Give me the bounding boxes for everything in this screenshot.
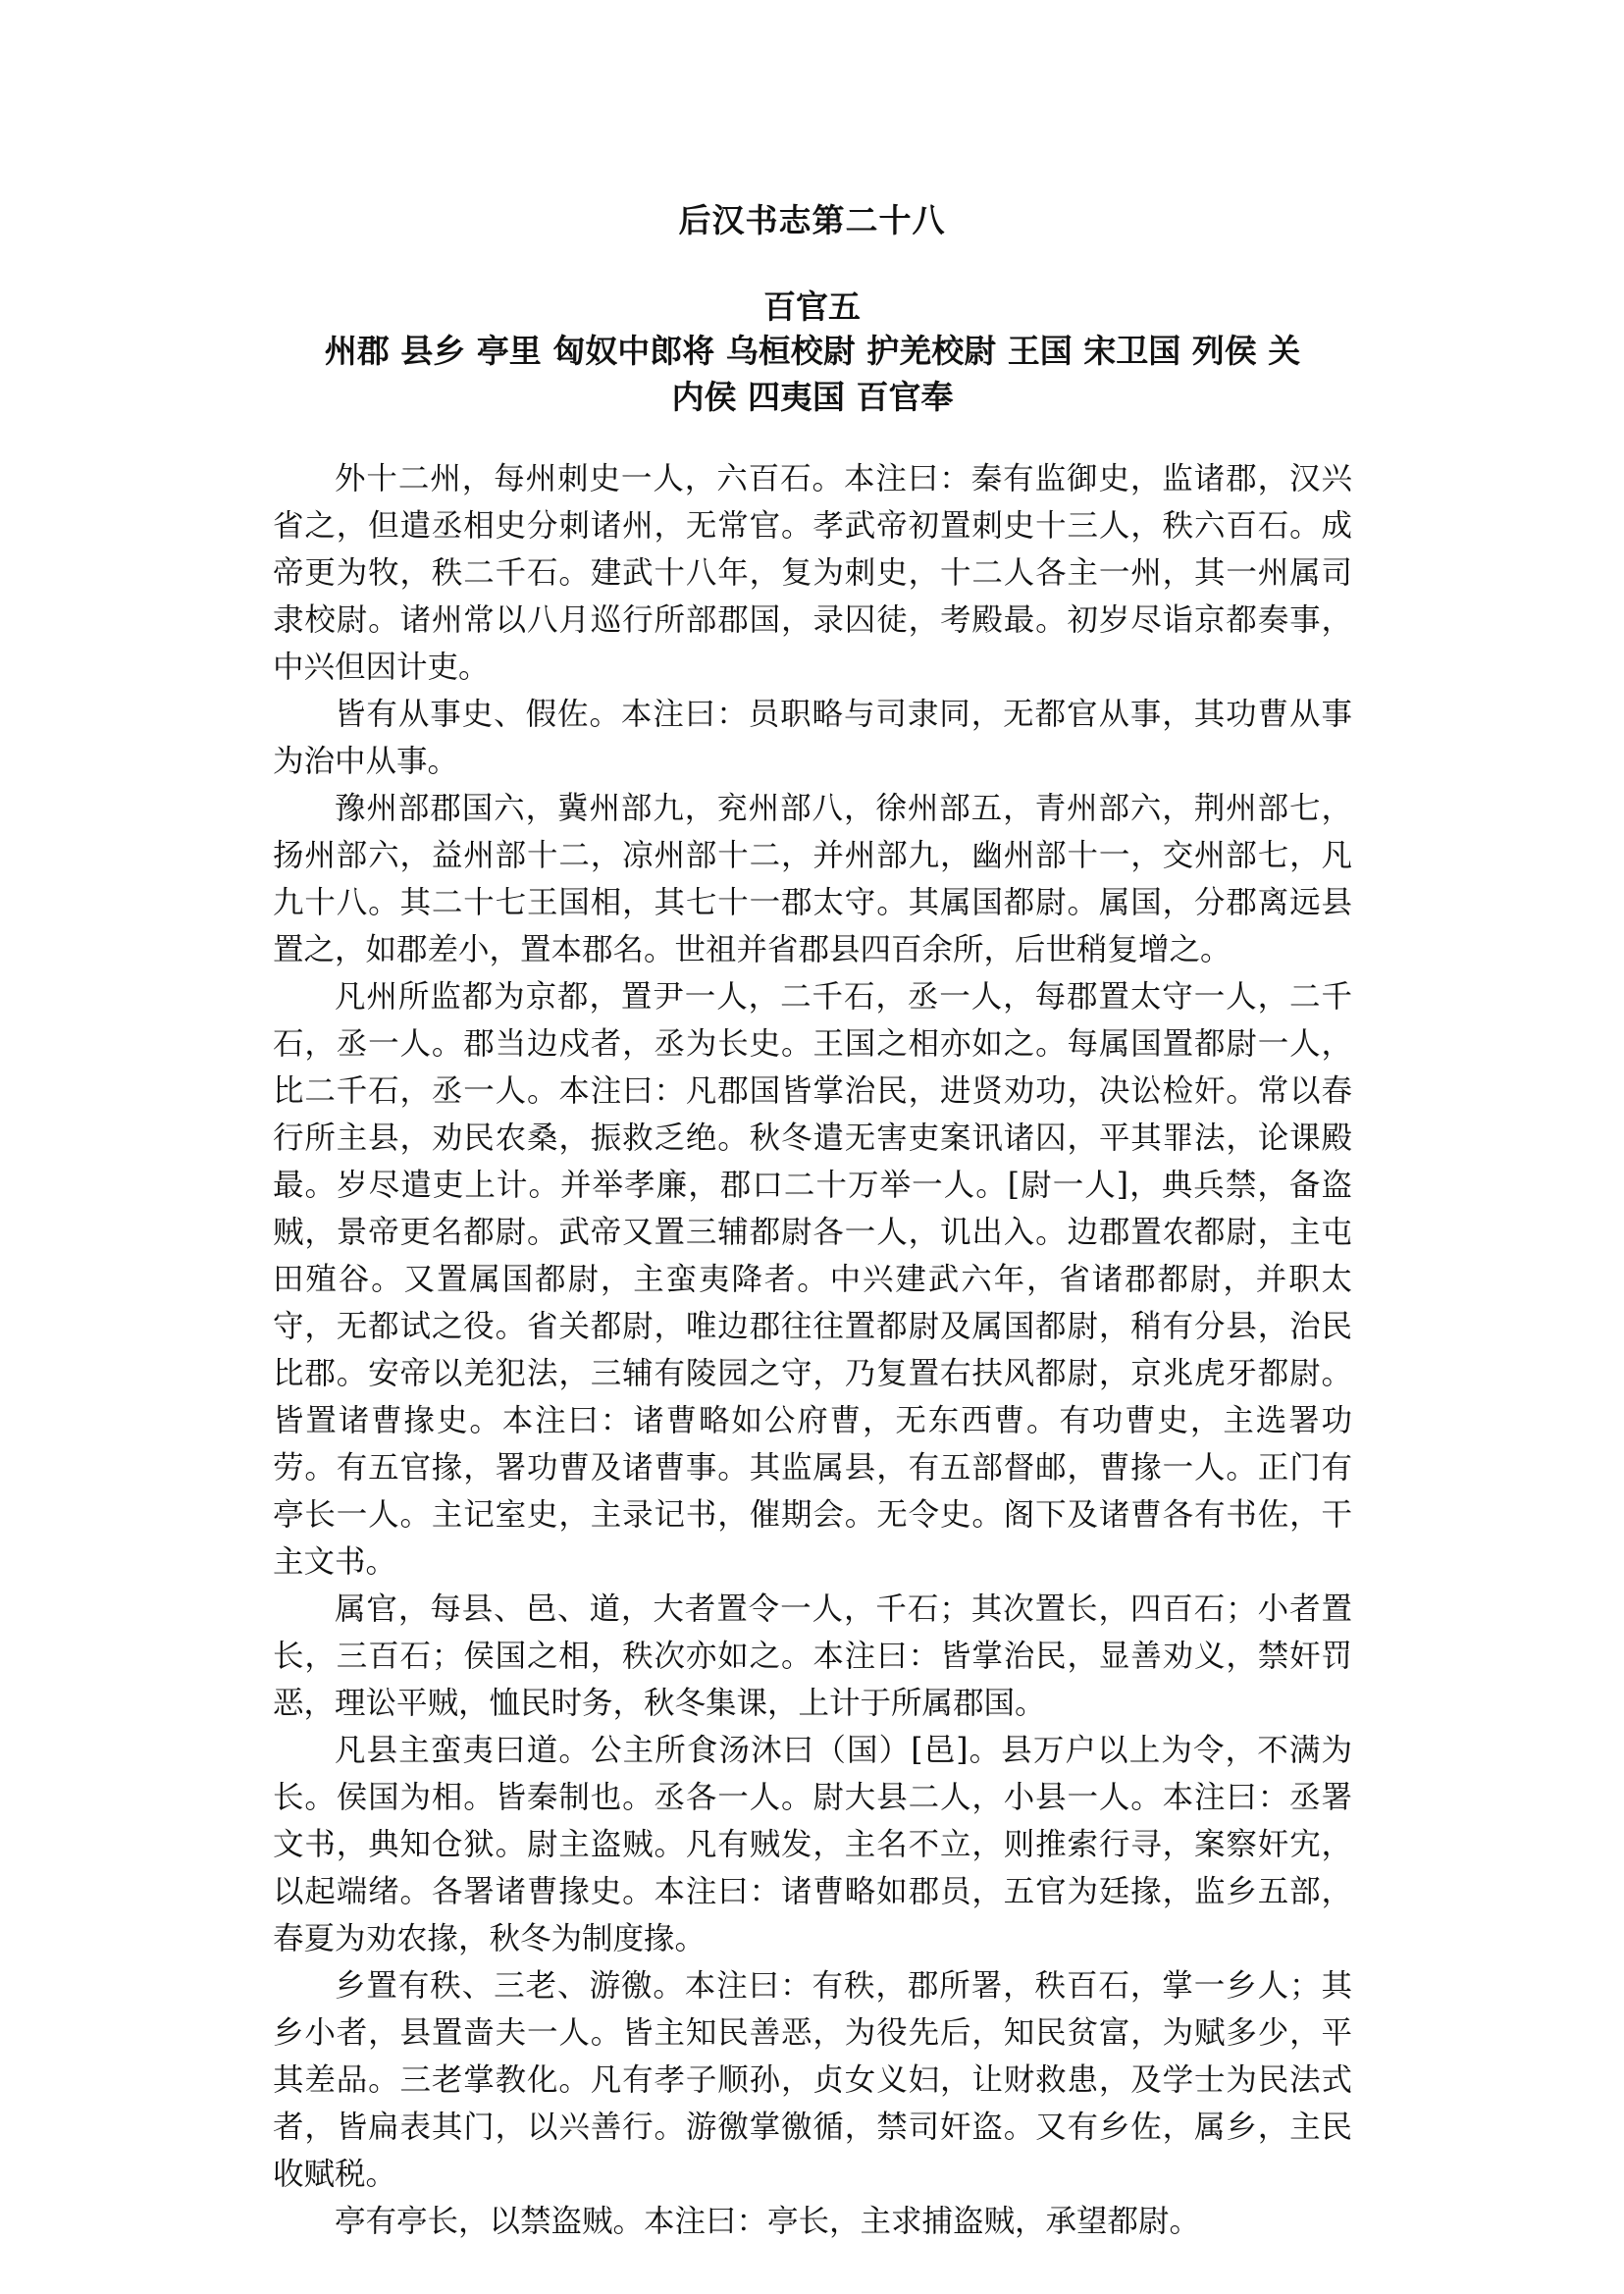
paragraph: 豫州部郡国六，冀州部九，兖州部八，徐州部五，青州部六，荆州部七，扬州部六，益州部十二，凉州部十二，并州部九，幽州部十一，交州部七，凡九十八。其二十七王国相，其七十一郡太守。其属国都尉。属国，分郡离远县置之，如郡差小，置本郡名。世祖并省郡县四百余所，后世稍复增之。 xyxy=(273,791,1352,967)
paragraph: 外十二州，每州刺史一人，六百石。本注曰：秦有监御史，监诸郡，汉兴省之，但遣丞相史分刺诸州，无常官。孝武帝初置刺史十三人，秩六百石。成帝更为牧，秩二千石。建武十八年，复为刺史，十二人各主一州，其一州属司隶校尉。诸州常以八月巡行所部郡国，录囚徒，考殿最。初岁尽诣京都奏事，中兴但因计吏。 xyxy=(273,461,1352,685)
paragraph: 凡县主蛮夷曰道。公主所食汤沐曰（国）[邑]。县万户以上为令，不满为长。侯国为相。皆秦制也。丞各一人。尉大县二人，小县一人。本注曰：丞署文书，典知仓狱。尉主盗贼。凡有贼发，主名不立，则推索行寻，案察奸宄，以起端绪。各署诸曹掾史。本注曰：诸曹略如郡员，五官为廷掾，监乡五部，春夏为劝农掾，秋冬为制度掾。 xyxy=(273,1733,1352,1956)
paragraph: 乡置有秩、三老、游徼。本注曰：有秩，郡所署，秩百石，掌一乡人；其乡小者，县置啬夫一人。皆主知民善恶，为役先后，知民贫富，为赋多少，平其差品。三老掌教化。凡有孝子顺孙，贞女义妇，让财救患，及学士为民法式者，皆扁表其门，以兴善行。游徼掌徼循，禁司奸盗。又有乡佐，属乡，主民收赋税。 xyxy=(273,1968,1352,2192)
body-text xyxy=(273,455,1352,2245)
paragraph: 亭有亭长，以禁盗贼。本注曰：亭长，主求捕盗贼，承望都尉。 xyxy=(335,2204,1201,2239)
paragraph: 属官，每县、邑、道，大者置令一人，千石；其次置长，四百石；小者置长，三百石；侯国之相，秩次亦如之。本注曰：皆掌治民，显善劝义，禁奸罚恶，理讼平贼，恤民时务，秋冬集课，上计于所属郡国。 xyxy=(273,1591,1352,1721)
section-title: 百官五 xyxy=(763,287,861,326)
paragraph: 凡州所监都为京都，置尹一人，二千石，丞一人，每郡置太守一人，二千石，丞一人。郡当边戍者，丞为长史。王国之相亦如之。每属国置都尉一人，比二千石，丞一人。本注曰：凡郡国皆掌治民，进贤劝功，决讼检奸。常以春行所主县，劝民农桑，振救乏绝。秋冬遣无害吏案讯诸囚，平其罪法，论课殿最。岁尽遣吏上计。并举孝廉，郡口二十万举一人。[尉一人]，典兵禁，备盗贼，景帝更名都尉。武帝又置三辅都尉各一人，讥出入。边郡置农都尉，主屯田殖谷。又置属国都尉，主蛮夷降者。中兴建武六年，省诸郡都尉，并职太守，无都试之役。省关都尉，唯边郡往往置都尉及属国都尉，稍有分县，治民比郡。安帝以羌犯法，三辅有陵园之守，乃复置右扶风都尉，京兆虎牙都尉。皆置诸曹掾史。本注曰：诸曹略如公府曹，无东西曹。有功曹史，主选署功劳。有五官掾，署功曹及诸曹事。其监属县，有五部督邮，曹掾一人。正门有亭长一人。主记室史，主录记书，催期会。无令史。阁下及诸曹各有书佐，干主文书。 xyxy=(273,979,1352,1580)
document-title: 后汉书志第二十八 xyxy=(678,201,946,239)
section-subtitle: 州郡 县乡 亭里 匈奴中郎将 乌桓校尉 护羌校尉 王国 宋卫国 列侯 关内侯 四夷国 百官奉 xyxy=(324,332,1301,416)
paragraph: 皆有从事史、假佐。本注曰：员职略与司隶同，无都官从事，其功曹从事为治中从事。 xyxy=(273,697,1352,779)
